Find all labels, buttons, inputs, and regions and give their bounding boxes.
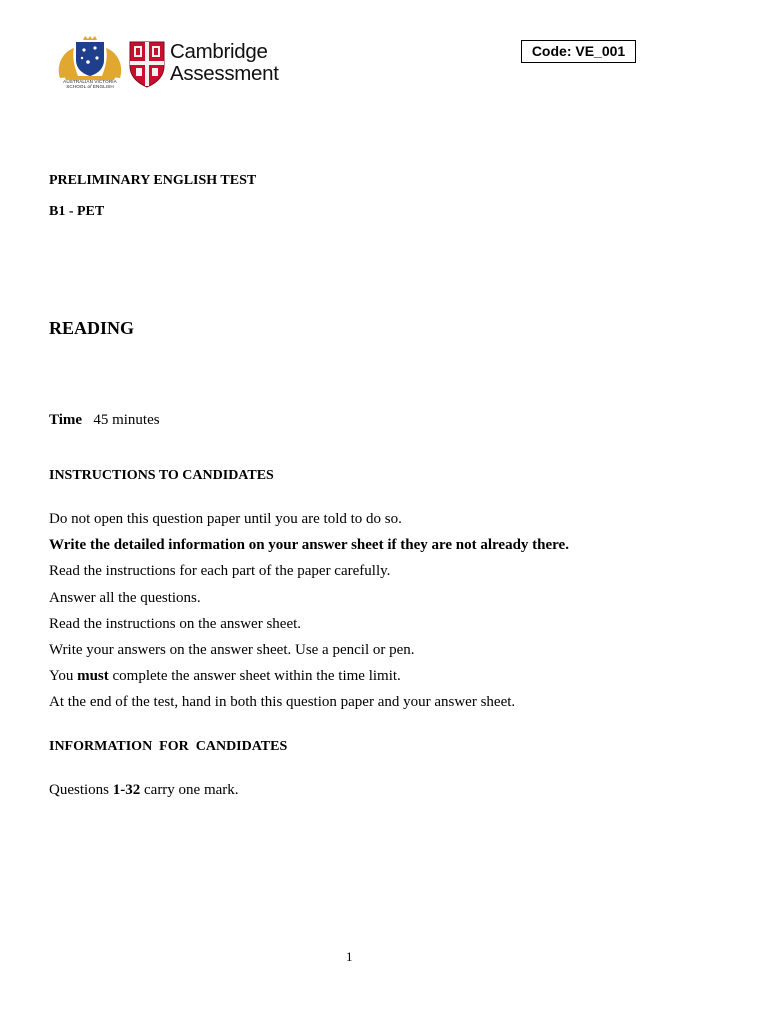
crest-caption-line1: AUSTRALIAN VICTORIA [63, 79, 117, 84]
crest-caption-school: SCHOOL [66, 84, 87, 90]
instruction-item: At the end of the test, hand in both this question paper and your answer sheet. [49, 694, 516, 711]
time-label: Time [49, 412, 83, 428]
test-level: B1 - PET [49, 204, 105, 219]
instruction-item: Read the instructions on the answer sheet. [49, 615, 302, 632]
crest-icon [54, 36, 126, 80]
must-prefix: You [49, 668, 74, 685]
section-title: READING [49, 318, 135, 338]
time-value: 45 minutes [93, 412, 160, 428]
test-code-box: Code: VE_001 [521, 40, 636, 63]
questions-prefix: Questions [49, 782, 109, 798]
cambridge-shield-icon [128, 40, 166, 88]
crest-caption-line2 [54, 84, 126, 89]
instruction-item: Write the detailed information on your answer sheet if they are not already there. [49, 537, 569, 554]
questions-range: 1-32 [112, 782, 141, 798]
cambridge-wordmark [170, 41, 279, 85]
crest-caption-of: of [87, 84, 92, 90]
questions-info [49, 782, 239, 799]
test-title: PRELIMINARY ENGLISH TEST [49, 173, 257, 188]
must-word: must [77, 668, 109, 685]
page-number: 1 [346, 949, 353, 964]
instructions-list [49, 509, 569, 719]
instruction-item [49, 666, 569, 692]
must-suffix: complete the answer sheet within the time limit. [112, 668, 401, 685]
instruction-item: Write your answers on the answer sheet. Use a pencil or pen. [49, 641, 415, 658]
cambridge-wordmark-line2: Assessment [170, 62, 279, 85]
information-heading: INFORMATION FOR CANDIDATES [49, 739, 288, 754]
cambridge-wordmark-line1: Cambridge [170, 40, 268, 63]
instructions-heading: INSTRUCTIONS TO CANDIDATES [49, 468, 274, 483]
crest-caption [54, 79, 126, 90]
instruction-item: Read the instructions for each part of the paper carefully. [49, 563, 391, 580]
header-logos [54, 36, 284, 94]
time-line [49, 412, 160, 429]
questions-suffix: carry one mark. [144, 782, 239, 798]
crest-caption-english: ENGLISH [92, 84, 114, 90]
instruction-item: Answer all the questions. [49, 589, 201, 606]
instruction-item: Do not open this question paper until you are told to do so. [49, 511, 402, 527]
